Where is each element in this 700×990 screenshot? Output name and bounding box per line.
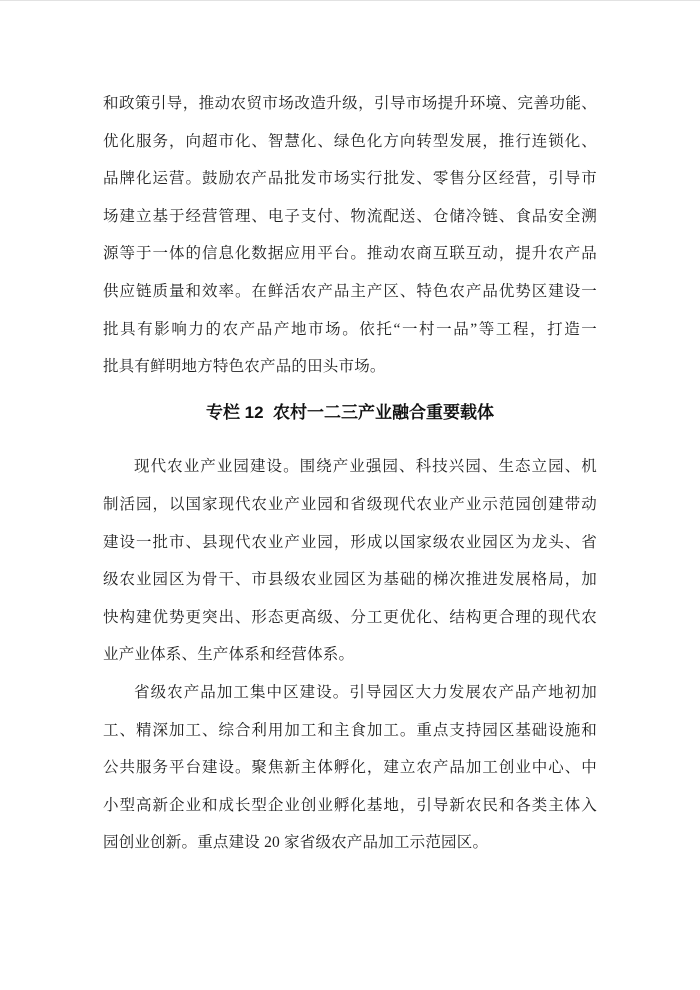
paragraph-processing-zone [103,674,597,862]
text-line: 快构建优势更突出、形态更高级、分工更优化、结构更合理的现代农 [103,608,597,626]
text-line: 源等于一体的信息化数据应用平台。推动农商互联互动，提升农产品 [103,245,597,263]
text-line: 省级农产品加工集中区建设。引导园区大力发展农产品产地初加 [134,683,597,701]
text-line: 批具有鲜明地方特色农产品的田头市场。 [103,358,386,376]
page-content [103,85,597,862]
box-heading: 专栏 12 农村一二三产业融合重要载体 [205,402,495,422]
text-line: 和政策引导，推动农贸市场改造升级，引导市场提升环境、完善功能、 [103,95,597,112]
text-line: 场建立基于经营管理、电子支付、物流配送、仓储冷链、食品安全溯 [103,207,597,225]
text-line: 制活园，以国家现代农业产业园和省级现代农业产业示范园创建带动 [103,495,597,513]
text-line: 品牌化运营。鼓励农产品批发市场实行批发、零售分区经营，引导市 [103,170,597,188]
text-line: 现代农业产业园建设。围绕产业强园、科技兴园、生态立园、机 [134,458,597,476]
text-line: 供应链质量和效率。在鲜活农产品主产区、特色农产品优势区建设一 [103,282,597,300]
text-line: 级农业园区为骨干、市县级农业园区为基础的梯次推进发展格局，加 [103,571,597,589]
paragraph-market-upgrade [103,85,597,386]
text-line: 园创业创新。重点建设 20 家省级农产品加工示范园区。 [103,834,489,852]
text-line: 批具有影响力的农产品产地市场。依托“一村一品”等工程，打造一 [103,320,597,338]
text-line: 业产业体系、生产体系和经营体系。 [103,646,355,664]
text-line: 优化服务，向超市化、智慧化、绿色化方向转型发展，推行连锁化、 [103,132,597,150]
paragraph-industrial-park [103,448,597,674]
text-line: 公共服务平台建设。聚焦新主体孵化，建立农产品加工创业中心、中 [103,759,597,777]
text-line: 建设一批市、县现代农业产业园，形成以国家级农业园区为龙头、省 [103,533,597,551]
text-line: 小型高新企业和成长型企业创业孵化基地，引导新农民和各类主体入 [103,796,597,814]
text-line: 工、精深加工、综合利用加工和主食加工。重点支持园区基础设施和 [103,721,597,739]
